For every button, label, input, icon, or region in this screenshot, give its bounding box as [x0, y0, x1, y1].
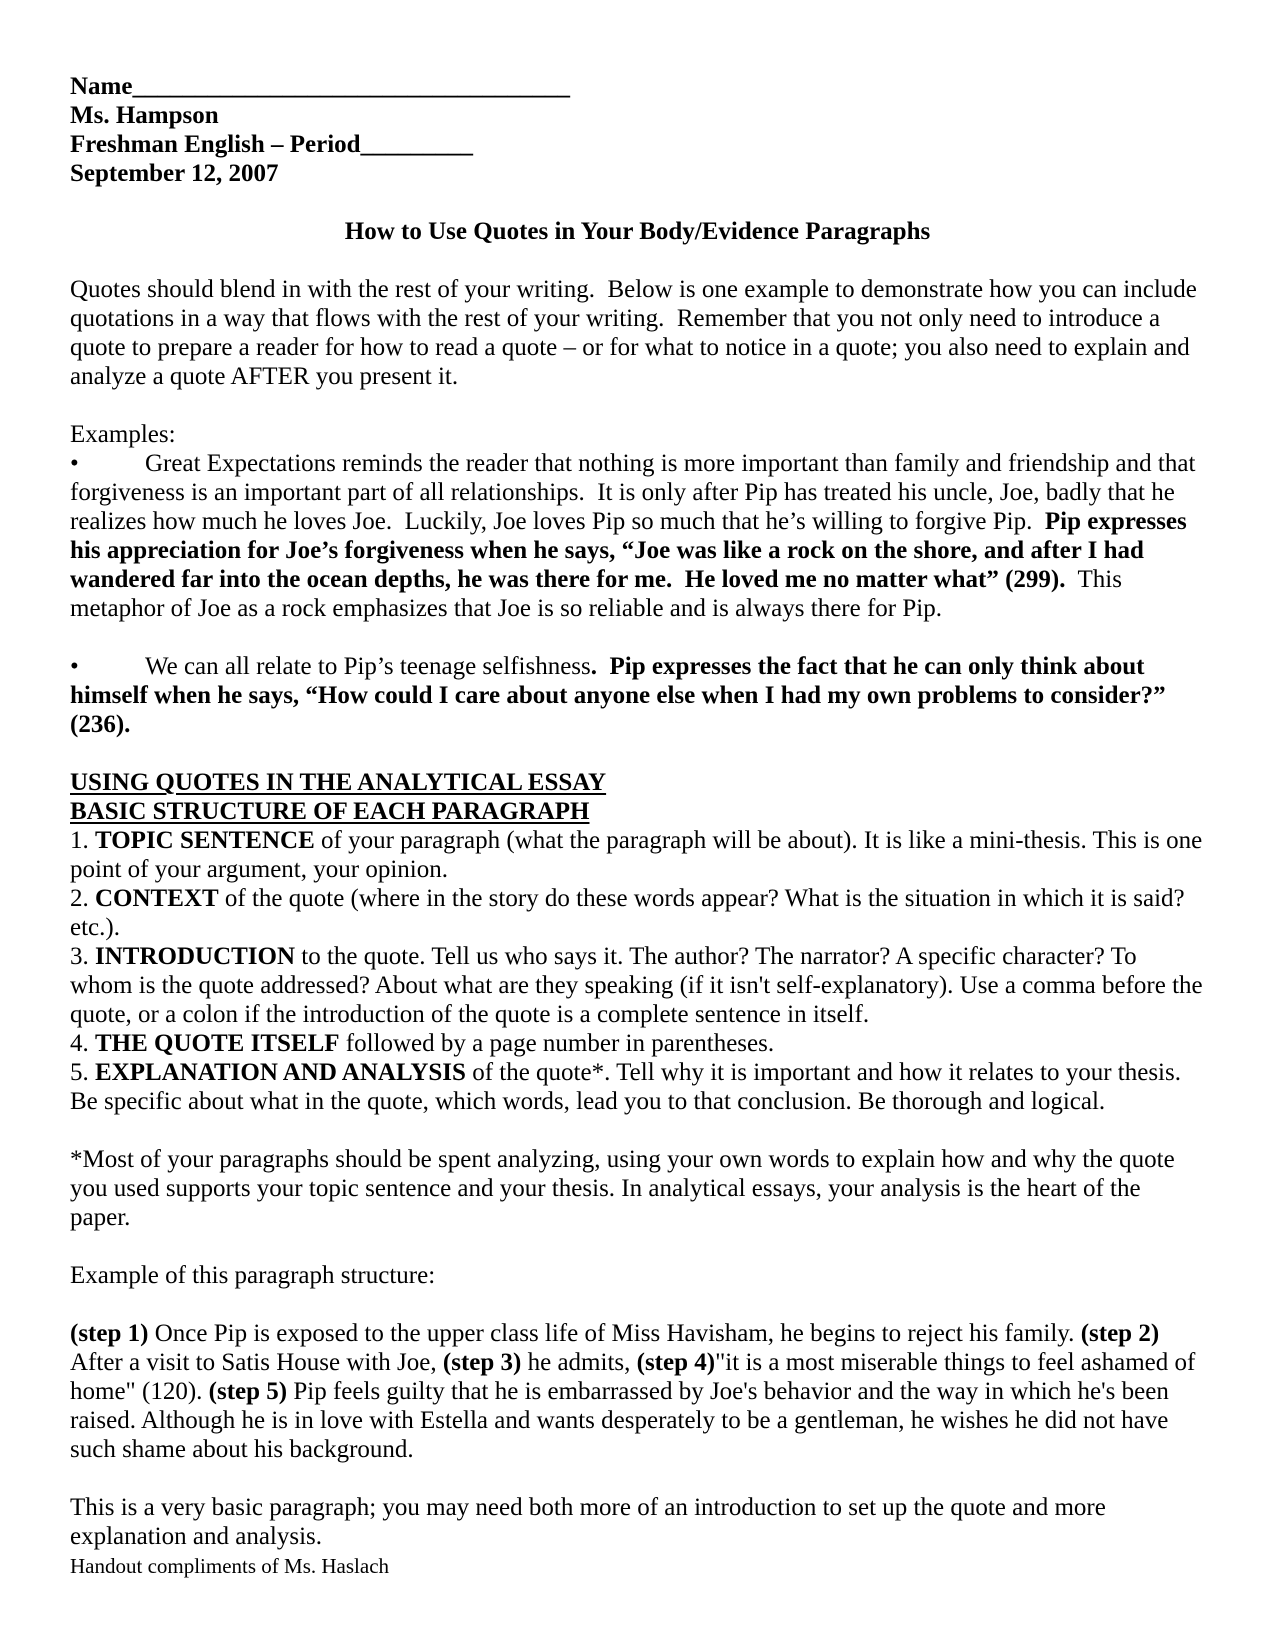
spacer [70, 623, 1205, 652]
text-run: 5. [70, 1059, 95, 1086]
teacher-line: Ms. Hampson [70, 102, 219, 129]
text-run: INTRODUCTION [95, 943, 296, 970]
numbered-item-1 [70, 826, 1209, 884]
closing-paragraph: This is a very basic paragraph; you may need both more of an introduction to set up the quote and more explanation and analysis. [70, 1494, 1113, 1550]
document-title: How to Use Quotes in Your Body/Evidence Paragraphs [344, 218, 931, 245]
footer-credit: Handout compliments of Ms. Haslach [70, 1554, 390, 1578]
course-period-line: Freshman English – Period_________ [70, 131, 474, 158]
text-run: This metaphor of Joe as a rock emphasizes that Joe is so reliable and is always there for Pip. [70, 566, 1129, 622]
text-run: 2. [70, 885, 95, 912]
date-line: September 12, 2007 [70, 160, 279, 187]
analysis-footnote-paragraph: *Most of your paragraphs should be spent analyzing, using your own words to explain how and why the quote you used supports your topic sentence and your thesis. In analytical essays, your analysis is the heart of the paper. [70, 1146, 1181, 1231]
section-heading-using-quotes [70, 768, 1205, 797]
numbered-item-5 [70, 1058, 1205, 1116]
text-run: TOPIC SENTENCE [95, 827, 315, 854]
text-run: 3. [70, 943, 95, 970]
text-run: THE QUOTE ITSELF [95, 1030, 340, 1057]
section-heading-basic-structure [70, 797, 1205, 826]
text-run: . Pip expresses the fact that he can only think about himself when he says, “How could I care about anyone else when I had my own problems to consider?” (236). [70, 653, 1172, 738]
text-run: Great Expectations reminds the reader that nothing is more important than family and friendship and that forgiveness is an important part of all relationships. It is only after Pip has treated his uncle, Joe, badly that he realizes how much he loves Joe. Luckily, Joe loves Pip so much that he’s willing to forgive Pip. [70, 450, 1202, 535]
spacer [70, 1232, 1205, 1261]
text-run: (step 4) [636, 1349, 716, 1376]
section-heading-text: USING QUOTES IN THE ANALYTICAL ESSAY [70, 769, 607, 796]
example-bullet-2 [70, 652, 1205, 739]
text-run: EXPLANATION AND ANALYSIS [95, 1059, 466, 1086]
numbered-item-2 [70, 884, 1205, 942]
bullet-2-text [70, 653, 1172, 738]
spacer [70, 188, 1205, 217]
spacer [70, 246, 1205, 275]
text-run: (step 2) [1080, 1320, 1160, 1347]
name-line: Name___________________________________ [70, 73, 570, 100]
text-run: (step 5) [208, 1378, 288, 1405]
spacer [70, 1116, 1205, 1145]
text-run: Pip feels guilty that he is embarrassed by Joe's behavior and the way in which he's been raised. Although he is in love with Estella and wants desperately to be a gentleman, he wishes he did not have such shame about his background. [70, 1378, 1176, 1463]
text-run: to the quote. Tell us who says it. The author? The narrator? A specific character? To whom is the quote addressed? About what are they speaking (if it isn't self-explanatory). Use a comma before the quote, or a colon if the introduction of the quote is a complete sentence in itself. [70, 943, 1209, 1028]
spacer [70, 391, 1205, 420]
text-run: 4. [70, 1030, 95, 1057]
intro-paragraph [70, 275, 1205, 391]
text-run: We can all relate to Pip’s teenage selfishness [145, 653, 591, 680]
text-run: After a visit to Satis House with Joe, [70, 1320, 1165, 1376]
bullet-icon: • [70, 653, 79, 680]
example-bullet-1 [70, 449, 1205, 623]
text-run: of your paragraph (what the paragraph will be about). It is like a mini-thesis. This is one point of your argument, your opinion. [70, 827, 1209, 883]
text-run: 1. [70, 827, 95, 854]
spacer [70, 1464, 1205, 1493]
examples-label: Examples: [70, 421, 176, 448]
bullet-1-text [70, 450, 1202, 622]
text-run: of the quote (where in the story do these words appear? What is the situation in which it is said? etc.). [70, 885, 1191, 941]
text-run: Once Pip is exposed to the upper class life of Miss Havisham, he begins to reject his family. [148, 1320, 1081, 1347]
bullet-icon: • [70, 450, 79, 477]
text-run: he admits, [521, 1349, 637, 1376]
example-structure-label: Example of this paragraph structure: [70, 1262, 436, 1289]
text-run: CONTEXT [95, 885, 219, 912]
text-run: Pip expresses his appreciation for Joe’s forgiveness when he says, “Joe was like a rock on the shore, and after I had wandered far into the ocean depths, he was there for me. He loved me no matter what” (299). [70, 508, 1194, 593]
step-example-paragraph [70, 1319, 1205, 1464]
document-header [70, 72, 1205, 188]
text-run: Quotes should blend in with the rest of your writing. Below is one example to demonstrate how you can include quotations in a way that flows with the rest of your writing. Remember that you not only need to introduce a quote to prepare a reader for how to read a quote – or for what to notice in a quote; you also need to explain and analyze a quote AFTER you present it. [70, 276, 1204, 390]
spacer [70, 1290, 1205, 1319]
numbered-item-3 [70, 942, 1209, 1029]
text-run: (step 1) [70, 1320, 149, 1347]
text-run: of the quote*. Tell why it is important and how it relates to your thesis. Be specific about what in the quote, which words, lead you to that conclusion. Be thorough and logical. [70, 1059, 1188, 1115]
text-run: followed by a page number in parentheses. [339, 1030, 775, 1057]
section-heading-text: BASIC STRUCTURE OF EACH PARAGRAPH [70, 798, 590, 825]
spacer [70, 739, 1205, 768]
text-run: "it is a most miserable things to feel ashamed of home" (120). [70, 1349, 1202, 1405]
text-run: (step 3) [442, 1349, 522, 1376]
numbered-item-4 [70, 1029, 1205, 1058]
